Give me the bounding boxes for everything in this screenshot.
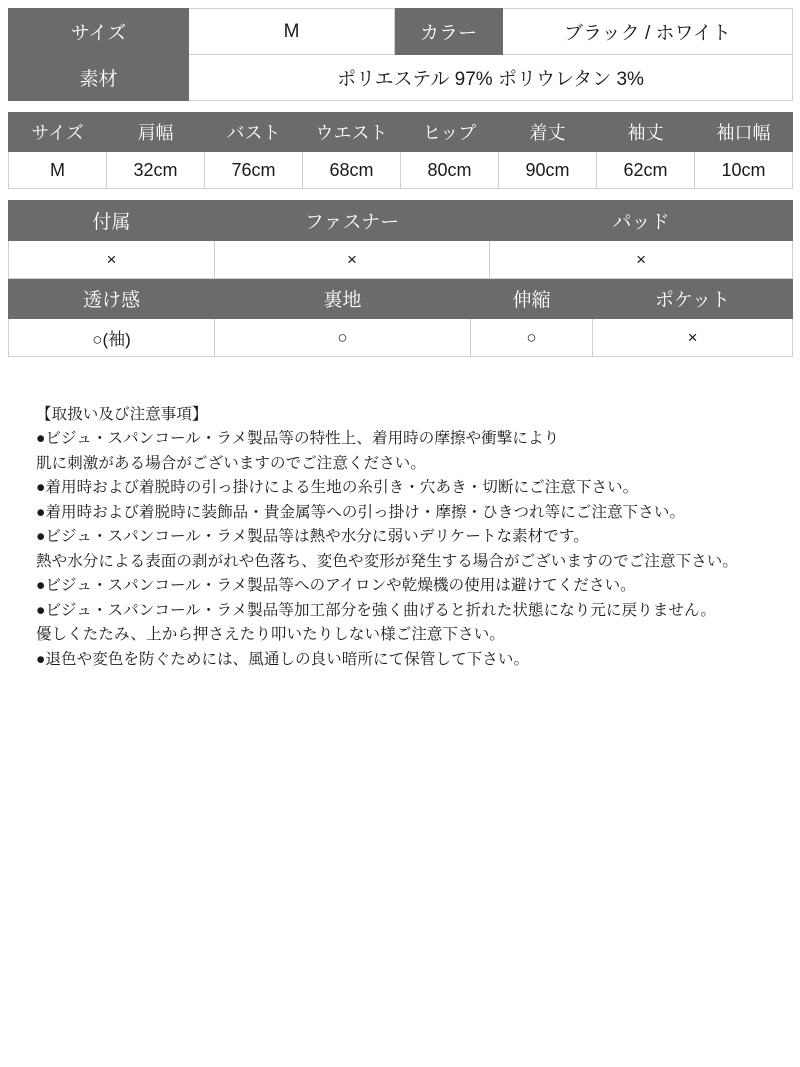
feature-value-pad: × [490,241,793,279]
spec-size-value: M [189,9,395,55]
feature-header-stretch: 伸縮 [471,279,593,319]
table-row [9,201,793,241]
feature-value-accessory: × [9,241,215,279]
care-note-line: ●ビジュ・スパンコール・ラメ製品等は熱や水分に弱いデリケートな素材です。 [36,528,589,546]
measure-value-shoulder: 32cm [107,152,205,189]
spec-material-value: ポリエステル 97% ポリウレタン 3% [189,55,793,101]
care-note-line: 熱や水分による表面の剥がれや色落ち、変色や変形が発生する場合がございますのでご注意下さい。 [36,552,739,570]
table-row [9,55,793,101]
table-row [9,241,793,279]
measure-header-length: 着丈 [499,113,597,152]
feature-value-sheerness: ○(袖) [9,319,215,357]
measure-header-bust: バスト [205,113,303,152]
feature-value-stretch: ○ [471,319,593,357]
feature-header-sheerness: 透け感 [9,279,215,319]
measure-header-cuff-width: 袖口幅 [695,113,793,152]
feature-table [8,200,793,357]
measurement-table [8,112,793,189]
table-row [9,319,793,357]
care-note-line: ●ビジュ・スパンコール・ラメ製品等加工部分を強く曲げると折れた状態になり元に戻りません。 [36,601,717,619]
spec-material-header: 素材 [9,55,189,101]
table-row [9,152,793,189]
care-notes-title: 【取扱い及び注意事項】 [36,406,208,423]
measure-value-hip: 80cm [401,152,499,189]
measure-header-shoulder: 肩幅 [107,113,205,152]
feature-value-zipper: × [215,241,490,279]
table-row [9,279,793,319]
feature-value-lining: ○ [215,319,471,357]
measure-value-size: M [9,152,107,189]
feature-value-pocket: × [593,319,793,357]
measure-value-length: 90cm [499,152,597,189]
care-note-line: ●ビジュ・スパンコール・ラメ製品等へのアイロンや乾燥機の使用は避けてください。 [36,577,636,595]
table-row [9,113,793,152]
spec-color-value: ブラック / ホワイト [503,9,793,55]
measure-value-sleeve-length: 62cm [597,152,695,189]
measure-header-hip: ヒップ [401,113,499,152]
care-note-line: ●ビジュ・スパンコール・ラメ製品等の特性上、着用時の摩擦や衝撃により [36,430,560,448]
measure-value-cuff-width: 10cm [695,152,793,189]
feature-header-zipper: ファスナー [215,201,490,241]
measure-header-waist: ウエスト [303,113,401,152]
care-note-line: ●着用時および着脱時の引っ掛けによる生地の糸引き・穴あき・切断にご注意下さい。 [36,479,639,497]
spec-table [8,8,793,101]
measure-header-sleeve-length: 袖丈 [597,113,695,152]
table-row [9,9,793,55]
care-notes [36,403,792,672]
feature-header-pad: パッド [490,201,793,241]
care-note-line: 優しくたたみ、上から押さえたり叩いたりしない様ご注意下さい。 [36,626,505,644]
care-note-line: 肌に刺激がある場合がございますのでご注意ください。 [36,454,427,472]
care-note-line: ●退色や変色を防ぐためには、風通しの良い暗所にて保管して下さい。 [36,650,530,668]
feature-header-pocket: ポケット [593,279,793,319]
feature-header-lining: 裏地 [215,279,471,319]
measure-header-size: サイズ [9,113,107,152]
measure-value-waist: 68cm [303,152,401,189]
care-note-line: ●着用時および着脱時に装飾品・貴金属等への引っ掛け・摩擦・ひきつれ等にご注意下さい。 [36,503,686,521]
spec-size-header: サイズ [9,9,189,55]
feature-header-accessory: 付属 [9,201,215,241]
measure-value-bust: 76cm [205,152,303,189]
spec-color-header: カラー [395,9,503,55]
